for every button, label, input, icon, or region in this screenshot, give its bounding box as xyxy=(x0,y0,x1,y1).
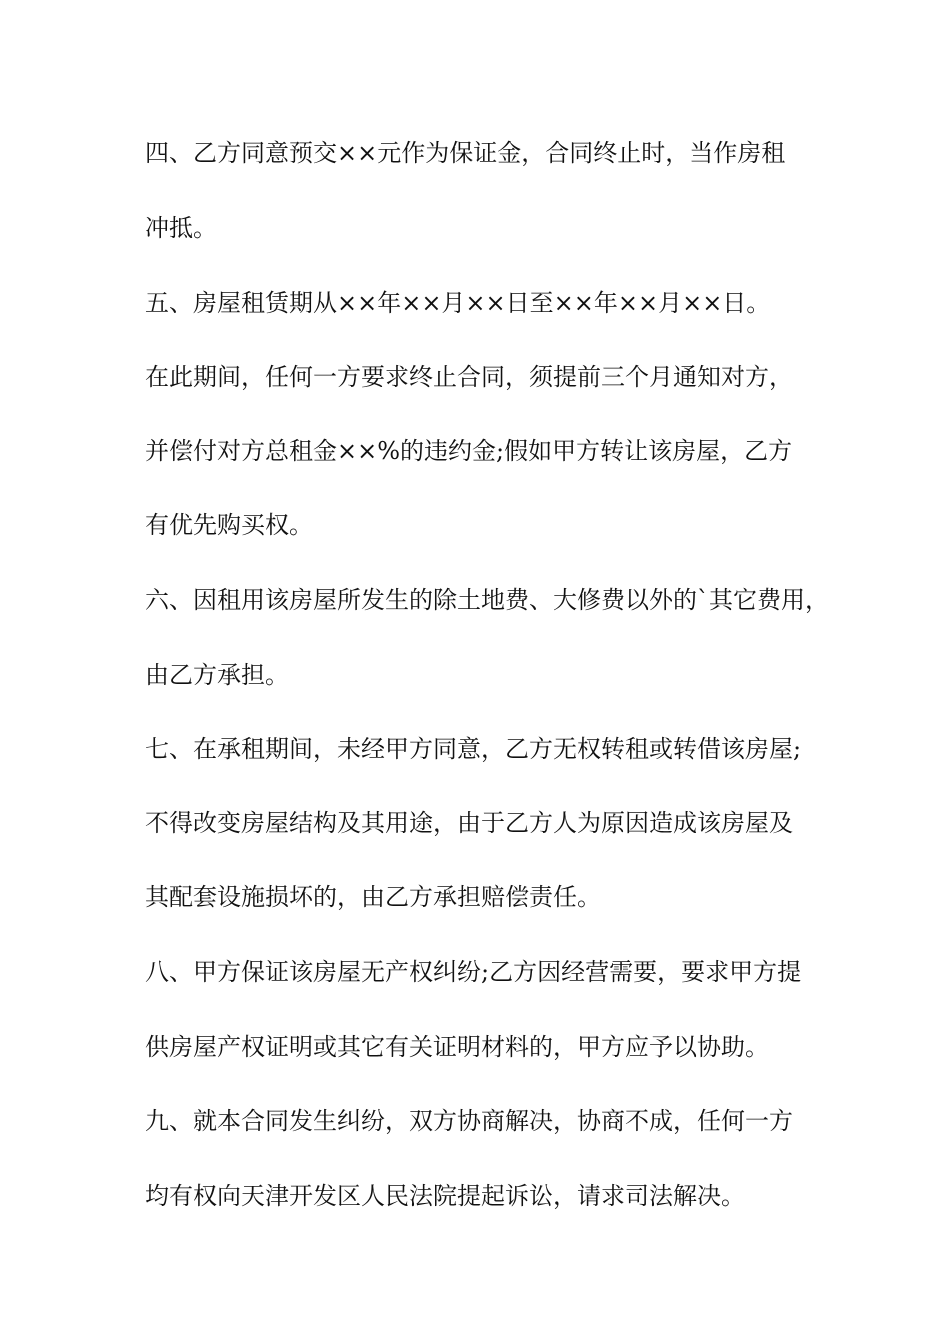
text-line: 供房屋产权证明或其它有关证明材料的，甲方应予以协助。 xyxy=(145,1033,769,1061)
text-line: 六、因租用该房屋所发生的除土地费、大修费以外的`其它费用， xyxy=(145,586,829,614)
text-line: 冲抵。 xyxy=(145,214,217,242)
text-line: 有优先购买权。 xyxy=(145,511,313,539)
text-line: 由乙方承担。 xyxy=(145,661,289,689)
text-line: 七、在承租期间，未经甲方同意，乙方无权转租或转借该房屋; xyxy=(145,735,802,763)
text-line: 不得改变房屋结构及其用途，由于乙方人为原因造成该房屋及 xyxy=(145,809,793,837)
text-line: 八、甲方保证该房屋无产权纠纷;乙方因经营需要，要求甲方提 xyxy=(145,958,802,986)
text-line: 其配套设施损坏的，由乙方承担赔偿责任。 xyxy=(145,883,601,911)
text-line: 均有权向天津开发区人民法院提起诉讼，请求司法解决。 xyxy=(145,1182,745,1210)
text-line: 四、乙方同意预交××元作为保证金，合同终止时，当作房租 xyxy=(145,139,786,167)
text-line: 五、房屋租赁期从××年××月××日至××年××月××日。 xyxy=(145,289,771,317)
text-line: 在此期间，任何一方要求终止合同，须提前三个月通知对方， xyxy=(145,363,793,391)
text-line: 九、就本合同发生纠纷，双方协商解决，协商不成，任何一方 xyxy=(145,1107,793,1135)
text-line: 并偿付对方总租金××%的违约金;假如甲方转让该房屋，乙方 xyxy=(145,437,793,465)
